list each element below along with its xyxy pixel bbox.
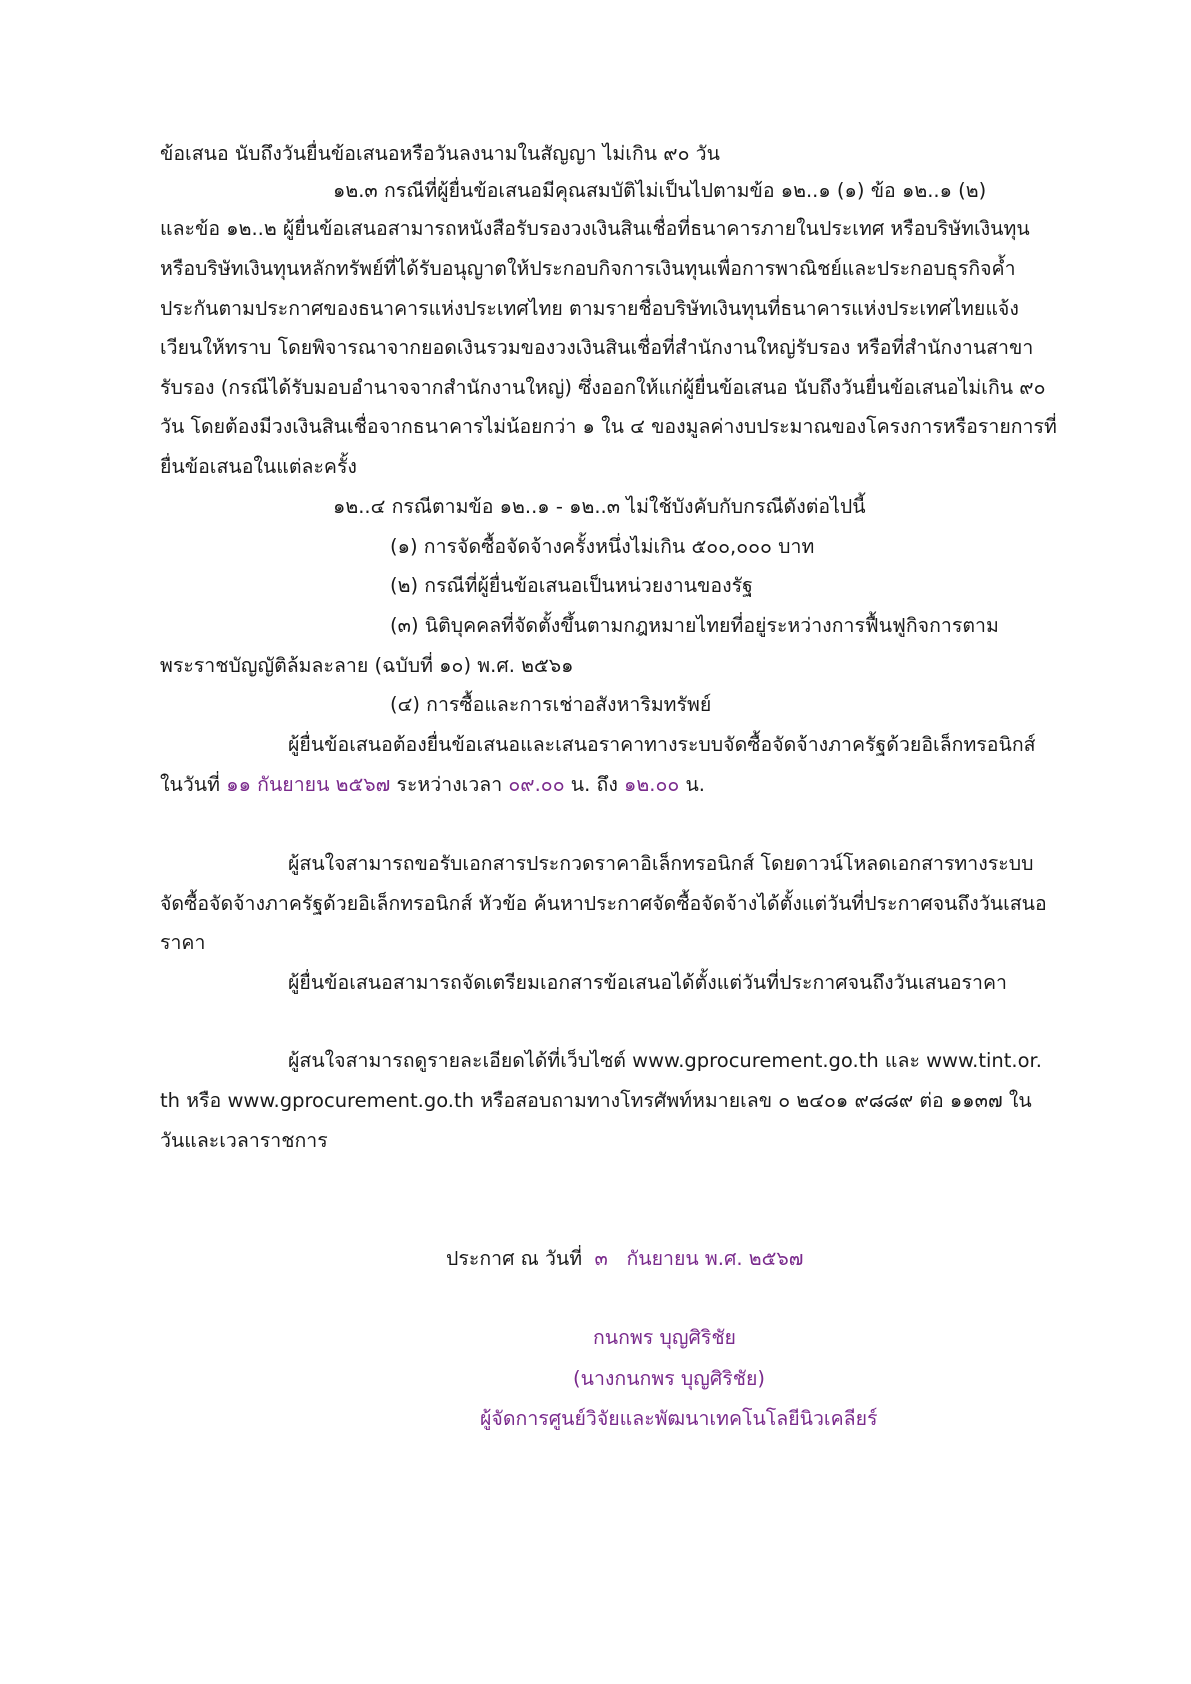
documents-paragraph: ผู้สนใจสามารถขอรับเอกสารประกวดราคาอิเล็กทรอนิกส์ โดยดาวน์โหลดเอกสารทางระบบ bbox=[288, 852, 1034, 875]
exception-item-4: (๔) การซื้อและการเช่าอสังหาริมทรัพย์ bbox=[390, 693, 712, 716]
paragraph-line: เวียนให้ทราบ โดยพิจารณาจากยอดเงินรวมของวงเงินสินเชื่อที่สำนักงานใหญ่รับรอง หรือที่สำนักงานสาขา bbox=[160, 336, 1034, 359]
preparation-paragraph: ผู้ยื่นข้อเสนอสามารถจัดเตรียมเอกสารข้อเสนอได้ตั้งแต่วันที่ประกาศจนถึงวันเสนอราคา bbox=[288, 971, 1007, 994]
submission-date: ๑๑ กันยายน ๒๕๖๗ bbox=[226, 773, 391, 796]
announcement-day: ๓ bbox=[594, 1247, 608, 1270]
signature-name: กนกพร บุญศิริชัย bbox=[593, 1326, 736, 1349]
paragraph-line: ข้อเสนอ นับถึงวันยื่นข้อเสนอหรือวันลงนามในสัญญา ไม่เกิน ๙๐ วัน bbox=[160, 142, 720, 165]
exception-item-1: (๑) การจัดซื้อจัดจ้างครั้งหนึ่งไม่เกิน ๕๐๐,๐๐๐ บาท bbox=[390, 535, 815, 558]
submission-time-suffix: น. bbox=[679, 773, 706, 796]
paragraph-line: ราคา bbox=[160, 931, 206, 954]
paragraph-line: th หรือ www.gprocurement.go.th หรือสอบถามทางโทรศัพท์หมายเลข ๐ ๒๔๐๑ ๙๘๘๙ ต่อ ๑๑๓๗ ใน bbox=[160, 1089, 1032, 1112]
exception-item-2: (๒) กรณีที่ผู้ยื่นข้อเสนอเป็นหน่วยงานของรัฐ bbox=[390, 574, 753, 597]
paragraph-line: ประกันตามประกาศของธนาคารแห่งประเทศไทย ตามรายชื่อบริษัทเงินทุนที่ธนาคารแห่งประเทศไทยแจ้ง bbox=[160, 297, 1019, 320]
clause-12-4-heading: ๑๒..๔ กรณีตามข้อ ๑๒..๑ - ๑๒..๓ ไม่ใช้บังคับกับกรณีดังต่อไปนี้ bbox=[333, 495, 866, 518]
submission-paragraph: ผู้ยื่นข้อเสนอต้องยื่นข้อเสนอและเสนอราคาทางระบบจัดซื้อจัดจ้างภาครัฐด้วยอิเล็กทรอนิกส์ bbox=[288, 733, 1036, 756]
announcement-date bbox=[446, 1245, 803, 1273]
submission-time-sep: น. ถึง bbox=[564, 773, 625, 796]
paragraph-line: พระราชบัญญัติล้มละลาย (ฉบับที่ ๑๐) พ.ศ. ๒๕๖๑ bbox=[160, 654, 574, 677]
contact-paragraph: ผู้สนใจสามารถดูรายละเอียดได้ที่เว็บไซต์ www.gprocurement.go.th และ www.tint.or. bbox=[288, 1049, 1042, 1072]
paragraph-line: ยื่นข้อเสนอในแต่ละครั้ง bbox=[160, 455, 357, 478]
submission-end-time: ๑๒.๐๐ bbox=[624, 773, 680, 796]
clause-12-3-heading: ๑๒.๓ กรณีที่ผู้ยื่นข้อเสนอมีคุณสมบัติไม่เป็นไปตามข้อ ๑๒..๑ (๑) ข้อ ๑๒..๑ (๒) bbox=[333, 179, 987, 202]
paragraph-line: จัดซื้อจัดจ้างภาครัฐด้วยอิเล็กทรอนิกส์ หัวข้อ ค้นหาประกาศจัดซื้อจัดจ้างได้ตั้งแต่วันที่ประกาศจนถึงวันเสนอ bbox=[160, 892, 1047, 915]
signature-position: ผู้จัดการศูนย์วิจัยและพัฒนาเทคโนโลยีนิวเคลียร์ bbox=[480, 1407, 878, 1430]
paragraph-line: หรือบริษัทเงินทุนหลักทรัพย์ที่ได้รับอนุญาตให้ประกอบกิจการเงินทุนเพื่อการพาณิชย์และประกอบธุรกิจค้ำ bbox=[160, 257, 1016, 280]
announcement-prefix: ประกาศ ณ วันที่ bbox=[446, 1247, 583, 1270]
paragraph-line: วัน โดยต้องมีวงเงินสินเชื่อจากธนาคารไม่น้อยกว่า ๑ ใน ๔ ของมูลค่างบประมาณของโครงการหรือรายการที่ bbox=[160, 415, 1057, 438]
submission-time-prefix: ระหว่างเวลา bbox=[390, 773, 509, 796]
submission-date-prefix: ในวันที่ bbox=[160, 773, 227, 796]
signature-full-name: (นางกนกพร บุญศิริชัย) bbox=[573, 1367, 765, 1390]
exception-item-3: (๓) นิติบุคคลที่จัดตั้งขึ้นตามกฎหมายไทยที่อยู่ระหว่างการฟื้นฟูกิจการตาม bbox=[390, 614, 999, 637]
submission-datetime bbox=[160, 771, 705, 799]
announcement-month-year: กันยายน พ.ศ. ๒๕๖๗ bbox=[626, 1247, 804, 1270]
paragraph-line: วันและเวลาราชการ bbox=[160, 1129, 328, 1152]
submission-start-time: ๐๙.๐๐ bbox=[508, 773, 565, 796]
paragraph-line: รับรอง (กรณีได้รับมอบอำนาจจากสำนักงานใหญ่) ซึ่งออกให้แก่ผู้ยื่นข้อเสนอ นับถึงวันยื่นข้อเสนอไม่เกิน ๙๐ bbox=[160, 376, 1046, 399]
paragraph-line: และข้อ ๑๒..๒ ผู้ยื่นข้อเสนอสามารถหนังสือรับรองวงเงินสินเชื่อที่ธนาคารภายในประเทศ หรือบริษัทเงินทุน bbox=[160, 217, 1030, 240]
